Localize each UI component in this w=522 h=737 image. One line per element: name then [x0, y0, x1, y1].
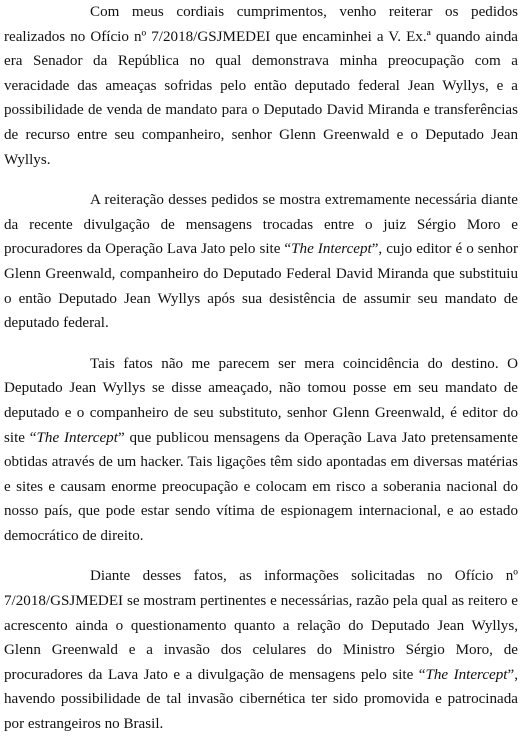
document-page	[4, 0, 518, 737]
paragraph-4-text-b: ”, havendo possibilidade de tal invasão cibernética ter sido promovida e patrocinada por estrangeiros no Brasil.	[4, 666, 518, 733]
paragraph-1-text: Com meus cordiais cumprimentos, venho reiterar os pedidos realizados no Ofício nº 7/2018/GSJMEDEI que encaminhei a V. Ex.ª quando ainda era Senador da República no qual demonstrava minha preocupação com a veracidade das ameaças sofridas pelo então deputado federal Jean Wyllys, e a possibilidade de venda de mandato para o Deputado David Miranda e transferências de recurso entre seu companheiro, senhor Glenn Greenwald e o Deputado Jean Wyllys.	[4, 4, 518, 168]
paragraph-2-text-a: A reiteração desses pedidos se mostra extremamente necessária diante da recente divulgação de mensagens trocadas entre o juiz Sérgio Moro e procuradores da Operação Lava Jato pelo site “	[4, 192, 518, 258]
paragraph-3	[4, 352, 518, 549]
paragraph-2	[4, 188, 518, 336]
paragraph-3-text-a: Tais fatos não me parecem ser mera coincidência do destino. O Deputado Jean Wyllys se disse ameaçado, não tomou posse em seu mandato de deputado e o companheiro de seu substituto, senhor Glenn Greenwald, é editor do site “	[4, 355, 518, 446]
paragraph-4	[4, 564, 518, 736]
paragraph-1	[4, 0, 518, 172]
paragraph-4-text-a: Diante desses fatos, as informações solicitadas no Ofício nº 7/2018/GSJMEDEI se mostram pertinentes e necessárias, razão pela qual as reitero e acrescento ainda o questionamento quanto a relação do Deputado Jean Wyllys, Glenn Greenwald e a invasão dos celulares do Ministro Sérgio Moro, de procuradores da Lava Jato e a divulgação de mensagens pelo site “	[4, 568, 518, 683]
site-name-italic: The Intercept	[291, 241, 372, 258]
site-name-italic: The Intercept	[425, 666, 508, 683]
paragraph-3-text-b: ” que publicou mensagens da Operação Lava Jato pretensamente obtidas através de um hacker. Tais ligações têm sido apontadas em diversas matérias e sites e causam enorme preocupação e colocam em risco a soberania nacional do nosso país, que pode estar sendo vítima de espionagem internacional, e ao estado democrático de direito.	[4, 429, 518, 544]
site-name-italic: The Intercept	[36, 429, 118, 446]
paragraph-2-text-b: ”, cujo editor é o senhor Glenn Greenwald, companheiro do Deputado Federal David Miranda que substituiu o então Deputado Jean Wyllys após sua desistência de assumir seu mandato de deputado federal.	[4, 241, 518, 332]
